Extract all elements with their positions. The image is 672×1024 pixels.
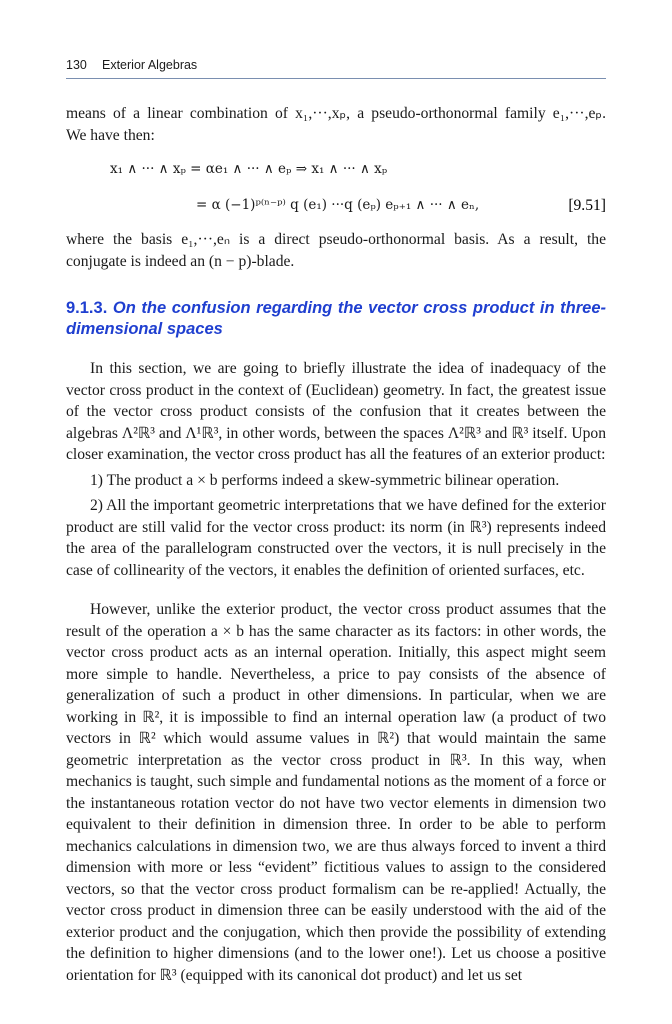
page-number: 130 [66, 58, 87, 72]
equation-line-2: = α (−1)ᵖ⁽ⁿ⁻ᵖ⁾ q (e₁) ···q (eₚ) eₚ₊₁ ∧ ··· ∧ eₙ, [196, 197, 480, 213]
paragraph-however: However, unlike the exterior product, the vector cross product assumes that the result of the operation a × b has the same character as its factors: in other words, the vector cross product acts as an internal operation. Initially, this aspect might seem more simple to handle. Nevertheless, a price to pay consists of the absence of generalization of such a product in other dimensions. In particular, when we are working in ℝ², it is impossible to find an internal operation law (a product of two vectors in ℝ² which would assume values in ℝ²) that would maintain the same geometric interpretation as the vector cross product in ℝ³. In this way, when mechanics is taught, such simple and fundamental notions as the moment of a force or the instantaneous rotation vector do not have two vector elements in dimension two equivalent to their definition in dimension three. In order to be able to perform mechanics calculations in dimension two, we are thus always forced to invent a third dimension with more or less “evident” fictitious values to assign to the considered vectors, so that the vector cross product formalism can be re-applied! Actually, the vector cross product in dimension three can be easily understood with the aid of the exterior product and the conjugation, which then provide the possibility of extending the definition to higher dimensions (and to the lower one!). Let us choose a positive orientation for ℝ³ (equipped with its canonical dot product) and let us set [66, 601, 606, 984]
running-header [66, 56, 606, 79]
list-item-2: 2) All the important geometric interpretations that we have defined for the exterior product are still valid for the vector cross product: its norm (in ℝ³) represents indeed the area of the parallelogram constructed over the vectors, it is null precisely in the case of collinearity of the vectors, it enables the definition of oriented surfaces, etc. [66, 497, 606, 579]
section-heading [66, 298, 606, 340]
paragraph-intro: In this section, we are going to briefly illustrate the idea of inadequacy of the vector cross product in the context of (Euclidean) geometry. In fact, the greatest issue of the vector cross product consists of the confusion that it creates between the algebras Λ²ℝ³ and Λ¹ℝ³, in other words, between the spaces Λ²ℝ³ and ℝ³ itself. Upon closer examination, the vector cross product has all the features of an exterior product: [66, 360, 606, 463]
equation-line-1: x₁ ∧ ··· ∧ xₚ = αe₁ ∧ ··· ∧ eₚ ⇒ x₁ ∧ ··· ∧ xₚ [110, 161, 388, 177]
section-body [66, 358, 606, 986]
after-equation-text [66, 229, 606, 272]
list-item-1: 1) The product a × b performs indeed a skew-symmetric bilinear operation. [90, 471, 560, 489]
after-equation-paragraph: where the basis e₁,···,eₙ is a direct pseudo-orthonormal basis. As a result, the conjugate is indeed an (n − p)-blade. [66, 231, 606, 270]
equation-number: [9.51] [568, 197, 606, 214]
section-title: On the confusion regarding the vector cross product in three-dimensional spaces [66, 299, 606, 338]
chapter-title: Exterior Algebras [102, 58, 198, 72]
section-number: 9.1.3. [66, 299, 108, 317]
intro-line-1: means of a linear combination of x₁,···,xₚ, a pseudo-orthonormal family e₁,···,eₚ. [66, 105, 606, 122]
intro-text [66, 103, 606, 146]
intro-line-2: We have then: [66, 126, 155, 144]
